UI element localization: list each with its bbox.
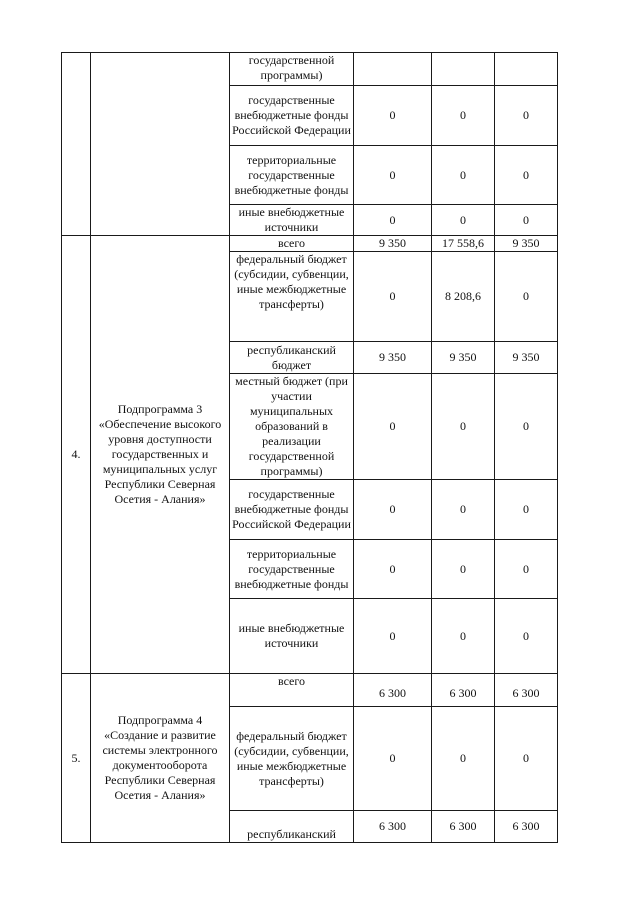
funding-source-cell: территориальные государственные внебюджетные фонды bbox=[230, 540, 354, 599]
funding-source-cell: федеральный бюджет (субсидии, субвенции, иные межбюджетные трансферты) bbox=[230, 707, 354, 811]
value-cell-year2: 6 300 bbox=[432, 811, 495, 843]
row-number-cell: 4. bbox=[62, 236, 91, 674]
value-cell-year2 bbox=[432, 53, 495, 86]
value-cell-year2: 0 bbox=[432, 599, 495, 674]
funding-source-cell: местный бюджет (при участии муниципальных образований в реализации государственной программы) bbox=[230, 374, 354, 480]
funding-table bbox=[61, 52, 558, 843]
value-cell-year1 bbox=[354, 53, 432, 86]
value-cell-year3: 0 bbox=[495, 599, 558, 674]
value-cell-year1: 0 bbox=[354, 205, 432, 236]
value-cell-year2: 9 350 bbox=[432, 342, 495, 374]
value-cell-year3: 9 350 bbox=[495, 236, 558, 252]
value-cell-year1: 6 300 bbox=[354, 674, 432, 707]
funding-source-cell: территориальные государственные внебюджетные фонды bbox=[230, 146, 354, 205]
value-cell-year3: 0 bbox=[495, 374, 558, 480]
funding-source-cell: иные внебюджетные источники bbox=[230, 205, 354, 236]
value-cell-year3: 0 bbox=[495, 480, 558, 540]
table-row bbox=[62, 236, 558, 252]
value-cell-year1: 9 350 bbox=[354, 342, 432, 374]
funding-source-cell: всего bbox=[230, 674, 354, 707]
funding-source-cell: государственные внебюджетные фонды Российской Федерации bbox=[230, 86, 354, 146]
table-row bbox=[62, 674, 558, 707]
value-cell-year3 bbox=[495, 53, 558, 86]
value-cell-year3: 9 350 bbox=[495, 342, 558, 374]
funding-source-cell: государственные внебюджетные фонды Российской Федерации bbox=[230, 480, 354, 540]
value-cell-year3: 0 bbox=[495, 146, 558, 205]
value-cell-year2: 0 bbox=[432, 480, 495, 540]
row-number-cell: 5. bbox=[62, 674, 91, 843]
value-cell-year2: 0 bbox=[432, 540, 495, 599]
value-cell-year1: 0 bbox=[354, 146, 432, 205]
value-cell-year2: 0 bbox=[432, 707, 495, 811]
value-cell-year1: 0 bbox=[354, 252, 432, 342]
subprogram-title-cell: Подпрограмма 3 «Обеспечение высокого уровня доступности государственных и муниципальных услуг Республики Северная Осетия - Алания» bbox=[91, 236, 230, 674]
value-cell-year3: 0 bbox=[495, 86, 558, 146]
value-cell-year1: 0 bbox=[354, 707, 432, 811]
funding-source-cell: республиканский bbox=[230, 811, 354, 843]
value-cell-year3: 0 bbox=[495, 707, 558, 811]
subprogram-title-cell: Подпрограмма 4 «Создание и развитие системы электронного документооборота Республики Северная Осетия - Алания» bbox=[91, 674, 230, 843]
subprogram-title-cell bbox=[91, 53, 230, 236]
value-cell-year1: 0 bbox=[354, 599, 432, 674]
value-cell-year2: 6 300 bbox=[432, 674, 495, 707]
value-cell-year1: 0 bbox=[354, 480, 432, 540]
funding-source-cell: федеральный бюджет (субсидии, субвенции, иные межбюджетные трансферты) bbox=[230, 252, 354, 342]
funding-source-cell: всего bbox=[230, 236, 354, 252]
value-cell-year1: 6 300 bbox=[354, 811, 432, 843]
value-cell-year2: 8 208,6 bbox=[432, 252, 495, 342]
value-cell-year3: 0 bbox=[495, 252, 558, 342]
value-cell-year3: 0 bbox=[495, 540, 558, 599]
funding-source-cell: иные внебюджетные источники bbox=[230, 599, 354, 674]
value-cell-year3: 6 300 bbox=[495, 674, 558, 707]
value-cell-year1: 0 bbox=[354, 374, 432, 480]
value-cell-year3: 0 bbox=[495, 205, 558, 236]
value-cell-year2: 0 bbox=[432, 86, 495, 146]
row-number-cell bbox=[62, 53, 91, 236]
funding-source-cell: государственной программы) bbox=[230, 53, 354, 86]
value-cell-year2: 0 bbox=[432, 374, 495, 480]
value-cell-year1: 0 bbox=[354, 86, 432, 146]
value-cell-year1: 0 bbox=[354, 540, 432, 599]
funding-source-cell: республиканский бюджет bbox=[230, 342, 354, 374]
table-row bbox=[62, 53, 558, 86]
value-cell-year2: 17 558,6 bbox=[432, 236, 495, 252]
value-cell-year2: 0 bbox=[432, 205, 495, 236]
value-cell-year2: 0 bbox=[432, 146, 495, 205]
value-cell-year1: 9 350 bbox=[354, 236, 432, 252]
value-cell-year3: 6 300 bbox=[495, 811, 558, 843]
